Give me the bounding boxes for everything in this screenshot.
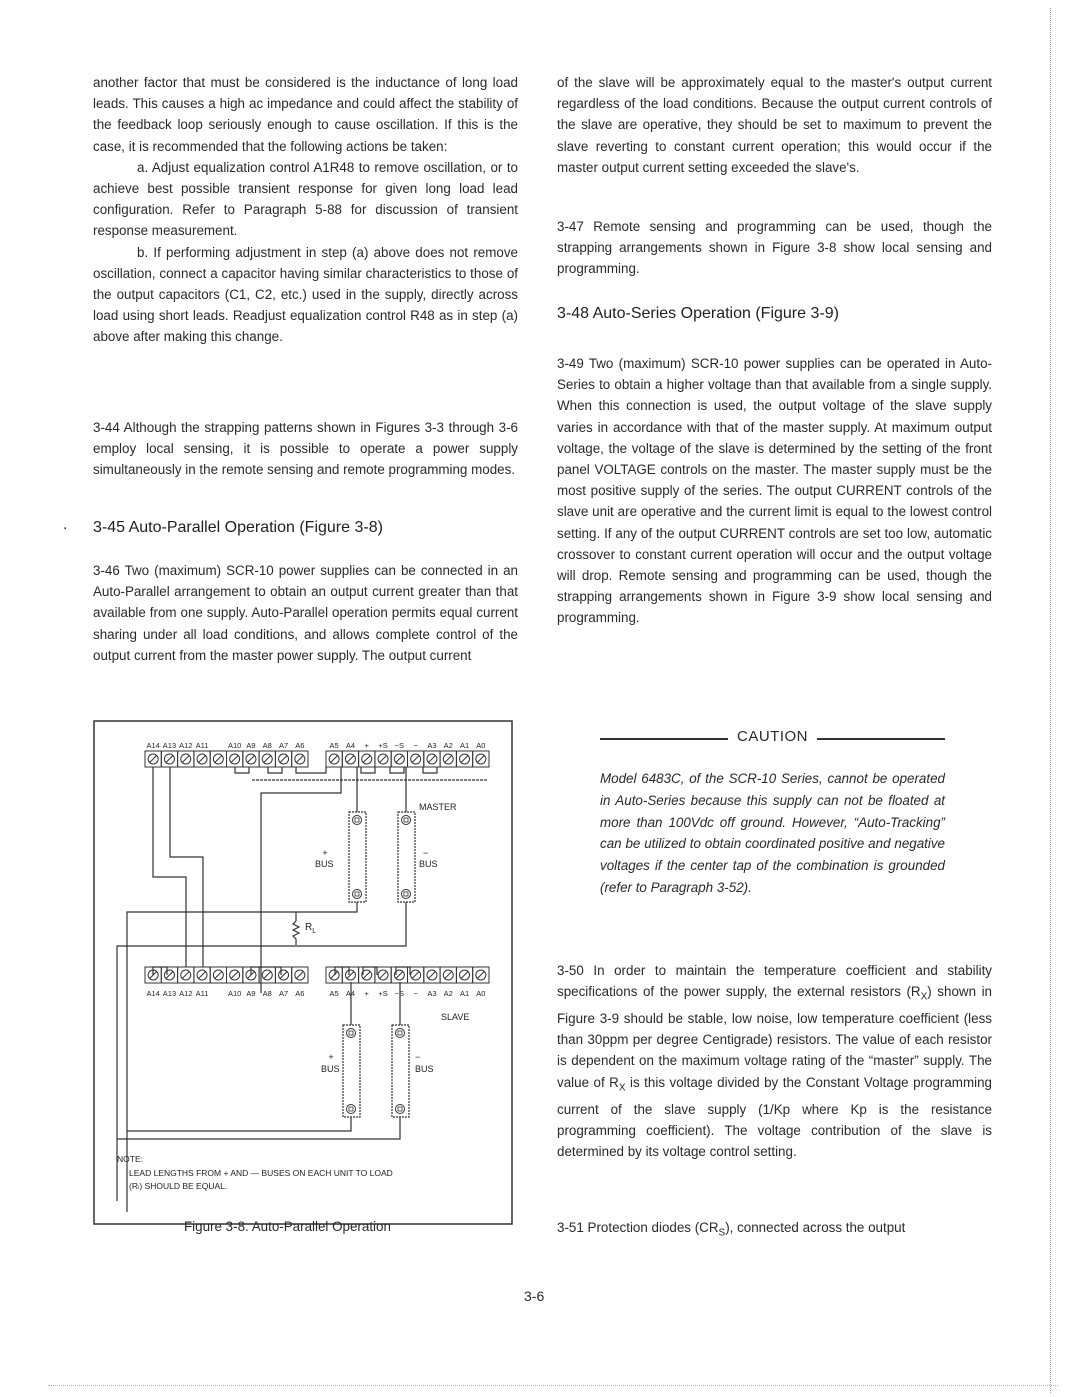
slave-terminal-labels: [146, 989, 485, 998]
master-minus-sign: −: [423, 848, 429, 858]
slave-terminal-label: A12: [179, 989, 193, 998]
section-heading-3-45: [63, 516, 383, 540]
master-terminal-label: +S: [378, 741, 388, 750]
paragraph-intro: another factor that must be considered is the inductance of long load leads. This causes a high ac impedance and could affect the stability of the feedback loop seriously enough to cause oscillation. If this is the case, it is recommended that the following actions be taken:: [93, 75, 518, 154]
screw-slot: [296, 972, 303, 979]
stray-dot: .: [63, 516, 68, 533]
slave-terminal-label: A2: [443, 989, 453, 998]
screw-slot: [296, 756, 303, 763]
screw-slot: [412, 972, 419, 979]
screw-slot: [428, 972, 435, 979]
slave-terminal-label: A3: [427, 989, 437, 998]
paragraph-3-47-text: 3-47 Remote sensing and programming can be used, though the strapping arrangements shown in Figure 3-8 show local sensing and programming.: [557, 219, 992, 277]
screw-slot: [264, 756, 271, 763]
slave-plus-bus-label: BUS: [321, 1064, 340, 1074]
slave-minus-sign: −: [415, 1052, 421, 1062]
master-terminal-label: A1: [459, 741, 470, 750]
paragraph-continued: of the slave will be approximately equal to the master's output current regardless of the load conditions. Because the output current controls of the slave are operative, they should be set to maximum to prevent the slave reverting to constant current operation; this would occur if the master output current setting exceeded the slave's.: [557, 75, 992, 175]
slave-terminal-label: A5: [329, 989, 339, 998]
slave-plus-sign: +: [328, 1052, 334, 1062]
slave-terminal-label: A4: [345, 989, 356, 998]
master-terminal-label: A11: [195, 741, 209, 750]
screw-slot: [396, 756, 403, 763]
strap: [361, 767, 375, 773]
slave-terminal-strip: [145, 967, 489, 983]
paragraph-3-51-text: [557, 1217, 992, 1244]
bus-screw-icon: [347, 1029, 356, 1038]
bus-screws: [347, 816, 411, 1114]
strap: [390, 767, 404, 773]
master-minus-bus-bar: [398, 812, 415, 902]
slave-terminal-label: A10: [227, 989, 242, 998]
heading-auto-series: 3-48 Auto-Series Operation (Figure 3-9): [557, 305, 839, 322]
left-column: [93, 72, 518, 348]
screw-slot: [347, 756, 354, 763]
wire: [127, 1117, 351, 1131]
strap: [296, 767, 326, 773]
bus-screw-icon: [353, 890, 362, 899]
screw-slot: [247, 756, 254, 763]
master-terminal-label: +: [364, 741, 369, 750]
paragraph-3-47: [557, 216, 992, 280]
screw-slot: [331, 972, 338, 979]
scan-edge-line: [1050, 8, 1051, 1393]
slave-terminal-label: +: [364, 989, 369, 998]
master-terminal-label: A5: [329, 741, 339, 750]
master-terminal-label: A2: [443, 741, 453, 750]
caution-title: CAUTION: [600, 728, 945, 745]
page-number: 3-6: [524, 1288, 545, 1304]
master-terminal-labels: [146, 741, 485, 750]
wire: [117, 1117, 400, 1139]
strap: [268, 767, 282, 773]
slave-terminal-label: A9: [246, 989, 256, 998]
caution-body: Model 6483C, of the SCR-10 Series, cannot be operated in Auto-Series because this supply can not be floated at more than 100Vdc off ground. However, “Auto-Tracking” can be utilized to obtain coordinated positive and negative voltages if the center tap of the combination is grounded (refer to Paragraph 3-52).: [600, 771, 945, 895]
master-plus-bus-bar: [349, 812, 366, 902]
screw-slot: [215, 972, 222, 979]
slave-minus-bus-bar: [392, 1025, 409, 1117]
slave-terminal-label: A7: [278, 989, 289, 998]
wire: [261, 767, 341, 993]
master-terminal-label: −S: [394, 741, 405, 750]
screw-slot: [331, 756, 338, 763]
right-column: [557, 72, 992, 178]
slave-plus-bus-bar: [343, 1025, 360, 1117]
screw-slot: [477, 756, 484, 763]
paragraph-3-50-text: [557, 960, 992, 1162]
master-terminal-label: −: [413, 741, 418, 750]
slave-terminal-label: A14: [146, 989, 160, 998]
screw-slot: [445, 756, 452, 763]
paragraph-3-50: [557, 960, 992, 1162]
master-plus-sign: +: [322, 848, 328, 858]
paragraph-step-b: b. If performing adjustment in step (a) above does not remove oscillation, connect a capacitor having similar characteristics to those of the output capacitors (C1, C2, etc.) used in the supply, directly across load using short leads. Readjust equalization control R48 as in step (a) above after making this change.: [93, 244, 518, 345]
slave-terminal-label: A13: [162, 989, 177, 998]
screw-slot: [199, 756, 206, 763]
screw-slot: [396, 972, 403, 979]
load-label-sub: L: [312, 928, 317, 935]
screw-slot: [182, 972, 189, 979]
subscript: X: [920, 991, 928, 1003]
slave-terminal-label: A0: [476, 989, 486, 998]
screw-slot: [166, 756, 173, 763]
screw-slot: [264, 972, 271, 979]
wiring-diagram-svg: [93, 720, 513, 1225]
note-title: NOTE:: [117, 1154, 143, 1164]
paragraph-3-44-text: 3-44 Although the strapping patterns shown in Figures 3-3 through 3-6 employ local sensing, it is possible to operate a power supply simultaneously in the remote sensing and remote programming modes.: [93, 420, 518, 478]
master-terminal-label: A12: [179, 741, 193, 750]
bus-screw-icon: [396, 1105, 405, 1114]
slave-terminal-label: A6: [295, 989, 305, 998]
paragraph-step-a: a. Adjust equalization control A1R48 to remove oscillation, or to achieve best possible transient response for given long load lead configuration. Refer to Paragraph 5-88 for discussion of transient response measurement.: [93, 159, 518, 239]
slave-minus-bus-label: BUS: [415, 1064, 434, 1074]
strap: [423, 767, 437, 773]
text-run: 3-51 Protection diodes (CR: [557, 1220, 719, 1235]
bus-screw-icon: [396, 1029, 405, 1038]
figure-3-8-wiring-diagram: [93, 720, 513, 1225]
screw-slot: [380, 756, 387, 763]
bus-screw-icon: [402, 816, 411, 825]
slave-terminal-label: −: [413, 989, 418, 998]
note-line-1: LEAD LENGTHS FROM + AND — BUSES ON EACH UNIT TO LOAD: [129, 1168, 393, 1178]
screw-slot: [380, 972, 387, 979]
slave-terminal-label: +S: [378, 989, 388, 998]
subscript: S: [718, 1227, 726, 1239]
bus-screw-icon: [353, 816, 362, 825]
screw-slot: [199, 972, 206, 979]
master-label: MASTER: [419, 802, 457, 812]
screw-slot: [363, 972, 370, 979]
screw-slot: [477, 972, 484, 979]
screw-slot: [428, 756, 435, 763]
text-run: ), connected across the output: [725, 1220, 906, 1235]
master-plus-bus-label: BUS: [315, 859, 334, 869]
master-terminal-label: A10: [227, 741, 242, 750]
paragraph-3-46: [93, 560, 518, 666]
text-run: ) shown in Figure 3-9 should be stable, low noise, low temperature coefficient (less than 30ppm per degree Centigrade) resistors. The value of each resistor is dependent on the maximum voltage rating of the “master” supply. The value of R: [557, 984, 993, 1090]
load-resistor: [293, 912, 299, 945]
slave-terminal-label: A8: [262, 989, 272, 998]
paragraph-3-51: [557, 1217, 992, 1244]
slave-terminal-label: −S: [394, 989, 405, 998]
paragraph-3-46-text: 3-46 Two (maximum) SCR-10 power supplies can be connected in an Auto-Parallel arrangement to obtain an output current greater than that available from one supply. Auto-Parallel operation permits equal current sharing under all load conditions, and allows complete control of the output current from the master power supply. The output current: [93, 563, 518, 663]
master-terminal-label: A6: [295, 741, 305, 750]
text-run: 3-50 In order to maintain the temperature coefficient and stability specifications of the power supply, the external resistors (R: [557, 963, 992, 1000]
master-terminal-label: A7: [278, 741, 289, 750]
paragraph-3-49: [557, 353, 992, 629]
screw-slot: [150, 756, 157, 763]
bus-screw-icon: [347, 1105, 356, 1114]
master-terminal-label: A13: [162, 741, 177, 750]
screw-slot: [215, 756, 222, 763]
figure-caption: Figure 3-8. Auto-Parallel Operation: [184, 1219, 391, 1234]
scan-bottom-edge: [48, 1385, 1058, 1386]
screw-slot: [363, 756, 370, 763]
screw-slot: [461, 972, 468, 979]
bus-screw-icon: [402, 890, 411, 899]
master-terminal-label: A0: [476, 741, 486, 750]
slave-label: SLAVE: [441, 1012, 470, 1022]
master-terminal-strip: [145, 751, 489, 767]
screw-slot: [231, 972, 238, 979]
wire-plus-load: [127, 902, 357, 1212]
master-terminal-label: A4: [345, 741, 356, 750]
master-minus-bus-label: BUS: [419, 859, 438, 869]
master-terminal-label: A3: [427, 741, 437, 750]
heading-auto-parallel: 3-45 Auto-Parallel Operation (Figure 3-8): [93, 519, 383, 536]
load-label: [305, 922, 316, 935]
subscript: X: [618, 1082, 626, 1094]
paragraph-3-44: [93, 417, 518, 481]
paragraph-3-49-text: 3-49 Two (maximum) SCR-10 power supplies can be operated in Auto-Series to obtain a higher voltage than that available from a single supply. When this connection is used, the output voltage of the slave supply varies in accordance with that of the master supply. At maximum output voltage, the voltage of the slave is determined by the setting of the front panel VOLTAGE controls on the master. The master supply must be the most positive supply of the series. The output CURRENT controls of the slave unit are operative and the current limit is equal to the lowest control setting. If any of the output CURRENT controls are set too low, automatic crossover to constant current operation will occur and the output voltage will drop. Remote sensing and programming can be used, though the strapping arrangements shown in Figure 3-9 show local sensing and programming.: [557, 356, 992, 626]
screw-slot: [412, 756, 419, 763]
screw-slot: [280, 756, 287, 763]
master-terminal-label: A9: [246, 741, 256, 750]
screw-slot: [445, 972, 452, 979]
screw-slot: [182, 756, 189, 763]
note-line-2: (Rₗ) SHOULD BE EQUAL.: [129, 1181, 228, 1191]
strap: [235, 767, 249, 773]
slave-terminal-label: A1: [459, 989, 470, 998]
master-terminal-label: A8: [262, 741, 272, 750]
screw-slot: [347, 972, 354, 979]
screw-slot: [461, 756, 468, 763]
load-label-r: R: [305, 922, 313, 933]
text-run: is this voltage divided by the Constant Voltage programming current of the slave supply (1/Kp where Kp is the resistance programming coefficient). The voltage contribution of the slave is determined by its voltage control setting.: [557, 1074, 992, 1159]
screw-slot: [231, 756, 238, 763]
master-terminal-label: A14: [146, 741, 160, 750]
slave-terminal-label: A11: [195, 989, 209, 998]
